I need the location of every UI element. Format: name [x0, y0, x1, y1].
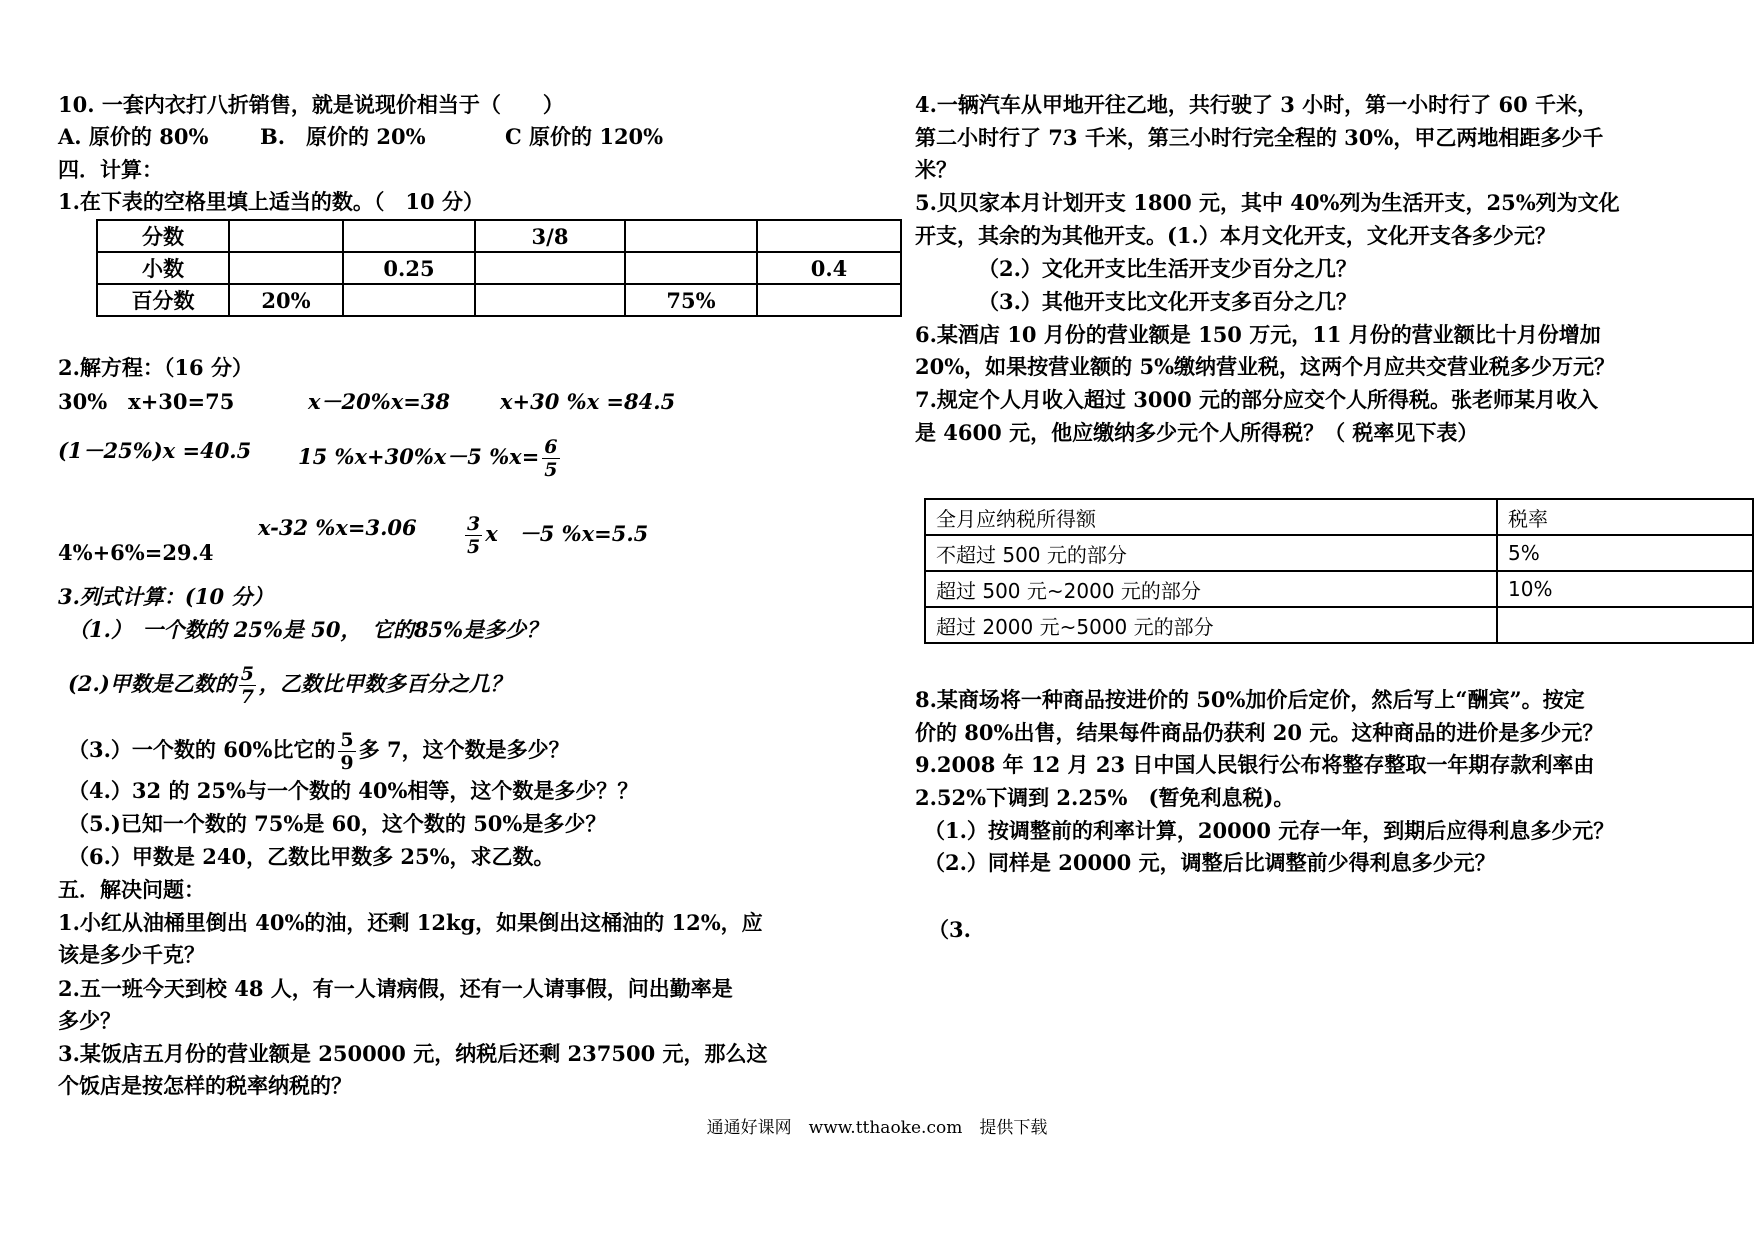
- problem-1: 该是多少千克？: [58, 942, 205, 967]
- table-cell: 0.4: [757, 252, 901, 284]
- calc-3-item-4: （4.）32 的 25%与一个数的 40%相等，这个数是多少？？: [68, 778, 639, 803]
- q10-option-a: A. 原价的 80%: [58, 124, 209, 149]
- numerator: 5: [340, 729, 354, 751]
- tax-rate-table: [924, 498, 1754, 644]
- equation-text: x －5 %x=5.5: [485, 521, 649, 546]
- problem-7: 是 4600 元，他应缴纳多少元个人所得税？（ 税率见下表）: [915, 420, 1479, 445]
- problem-9-sub: （1.）按调整前的利率计算，20000 元存一年，到期后应得利息多少元？: [924, 818, 1615, 843]
- equation: 4%+6%=29.4: [58, 540, 214, 565]
- problem-3: 3.某饭店五月份的营业额是 250000 元，纳税后还剩 237500 元，那么这: [58, 1041, 768, 1066]
- problem-5: 5.贝贝家本月计划开支 1800 元，其中 40%列为生活开支，25%列为文化: [915, 190, 1620, 215]
- numerator: 5: [240, 663, 255, 685]
- calc-3-item-1: （1.） 一个数的 25%是 50， 它的85%是多少？: [68, 617, 548, 642]
- table-cell: 超过 2000 元~5000 元的部分: [925, 607, 1497, 643]
- page-footer: 通通好课网 www.tthaoke.com 提供下载: [706, 1118, 1048, 1138]
- q10-option-b: B. 原价的 20%: [260, 124, 426, 149]
- problem-4: 第二小时行了 73 千米，第三小时行完全程的 30%，甲乙两地相距多少千: [915, 125, 1604, 150]
- table-row: [925, 499, 1753, 535]
- table-cell: 0.25: [343, 252, 475, 284]
- equation: [298, 436, 563, 481]
- equation: [462, 513, 648, 558]
- item-text: (2.)甲数是乙数的: [68, 671, 236, 696]
- table-cell: [757, 284, 901, 316]
- section-4-heading: 四．计算：: [58, 157, 163, 182]
- equation-text: 15 %x+30%x－5 %x=: [298, 444, 540, 469]
- table-cell: 3/8: [475, 220, 625, 252]
- table-cell: 百分数: [97, 284, 229, 316]
- problem-9: 9.2008 年 12 月 23 日中国人民银行公布将整存整取一年期存款利率由: [915, 752, 1595, 777]
- calc-1-heading: 1.在下表的空格里填上适当的数。（ 10 分）: [58, 189, 484, 214]
- table-cell: [475, 284, 625, 316]
- table-cell: 75%: [625, 284, 757, 316]
- problem-6: 6.某酒店 10 月份的营业额是 150 万元，11 月份的营业额比十月份增加: [915, 322, 1601, 347]
- problem-9-sub: （3.: [928, 917, 971, 942]
- problem-5: 开支，其余的为其他开支。(1.）本月文化开支，文化开支各多少元？: [915, 223, 1556, 248]
- table-cell: 超过 500 元~2000 元的部分: [925, 571, 1497, 607]
- calc-3-item-5: （5.)已知一个数的 75%是 60，这个数的 50%是多少？: [68, 811, 607, 836]
- table-row: [97, 284, 901, 316]
- equation: x+30 %x =84.5: [500, 389, 676, 414]
- table-cell: [343, 284, 475, 316]
- table-cell: 不超过 500 元的部分: [925, 535, 1497, 571]
- equation: x-32 %x=3.06: [258, 515, 417, 540]
- item-text: 多 7，这个数是多少？: [358, 737, 570, 762]
- problem-8: 价的 80%出售，结果每件商品仍获利 20 元。这种商品的进价是多少元？: [915, 720, 1604, 745]
- calc-3-heading: 3.列式计算：(10 分）: [58, 584, 274, 609]
- equation: (1－25%)x =40.5: [58, 438, 252, 463]
- problem-2: 2.五一班今天到校 48 人，有一人请病假，还有一人请事假，问出勤率是: [58, 976, 733, 1001]
- problem-5-sub: （2.）文化开支比生活开支少百分之几？: [978, 256, 1357, 281]
- problem-7: 7.规定个人月收入超过 3000 元的部分应交个人所得税。张老师某月收入: [915, 387, 1598, 412]
- numerator: 3: [467, 513, 481, 535]
- numerator: 6: [544, 436, 558, 458]
- table-cell: [475, 252, 625, 284]
- fraction: [239, 663, 256, 708]
- problem-1: 1.小红从油桶里倒出 40%的油，还剩 12kg，如果倒出这桶油的 12%，应: [58, 910, 763, 935]
- conversion-table: [96, 219, 902, 317]
- calc-3-item-2: [68, 663, 511, 708]
- table-cell: [625, 252, 757, 284]
- table-row: [97, 220, 901, 252]
- table-cell: 小数: [97, 252, 229, 284]
- problem-9-sub: （2.）同样是 20000 元，调整后比调整前少得利息多少元？: [924, 850, 1496, 875]
- table-cell: [625, 220, 757, 252]
- table-cell: 分数: [97, 220, 229, 252]
- calc-3-item-3: [68, 729, 570, 774]
- equation: x－20%x=38: [308, 389, 451, 414]
- calc-2-heading: 2.解方程：（16 分）: [58, 355, 253, 380]
- table-cell: 10%: [1497, 571, 1753, 607]
- problem-8: 8.某商场将一种商品按进价的 50%加价后定价，然后写上“酬宾”。按定: [915, 687, 1585, 712]
- problem-4: 4.一辆汽车从甲地开往乙地，共行驶了 3 小时，第一小时行了 60 千米，: [915, 92, 1598, 117]
- denominator: 5: [467, 536, 481, 558]
- table-row: [925, 571, 1753, 607]
- problem-3: 个饭店是按怎样的税率纳税的？: [58, 1073, 352, 1098]
- calc-3-item-6: （6.）甲数是 240，乙数比甲数多 25%，求乙数。: [68, 844, 555, 869]
- problem-5-sub: （3.）其他开支比文化开支多百分之几？: [978, 289, 1357, 314]
- denominator: 5: [544, 459, 558, 481]
- question-10: 10. 一套内衣打八折销售，就是说现价相当于（ ）: [58, 92, 564, 117]
- table-cell: 20%: [229, 284, 343, 316]
- table-row: [925, 607, 1753, 643]
- item-text: ，乙数比甲数多百分之几？: [259, 671, 512, 696]
- fraction: [338, 729, 355, 774]
- q10-option-c: C 原价的 120%: [505, 124, 664, 149]
- table-cell: [229, 252, 343, 284]
- table-cell: [757, 220, 901, 252]
- table-cell: [343, 220, 475, 252]
- problem-4: 米？: [915, 157, 957, 182]
- item-text: （3.）一个数的 60%比它的: [68, 737, 336, 762]
- fraction: [542, 436, 559, 481]
- table-cell: [1497, 607, 1753, 643]
- table-row: [925, 535, 1753, 571]
- problem-6: 20%，如果按营业额的 5%缴纳营业税，这两个月应共交营业税多少万元？: [915, 354, 1616, 379]
- equation: 30% x+30=75: [58, 389, 235, 414]
- table-cell: 税率: [1497, 499, 1753, 535]
- problem-9: 2.52%下调到 2.25% (暂免利息税)。: [915, 785, 1295, 810]
- section-5-heading: 五．解决问题：: [58, 877, 205, 902]
- denominator: 9: [340, 752, 354, 774]
- table-cell: 全月应纳税所得额: [925, 499, 1497, 535]
- problem-2: 多少？: [58, 1008, 121, 1033]
- denominator: 7: [240, 686, 255, 708]
- table-cell: 5%: [1497, 535, 1753, 571]
- table-cell: [229, 220, 343, 252]
- table-row: [97, 252, 901, 284]
- fraction: [465, 513, 482, 558]
